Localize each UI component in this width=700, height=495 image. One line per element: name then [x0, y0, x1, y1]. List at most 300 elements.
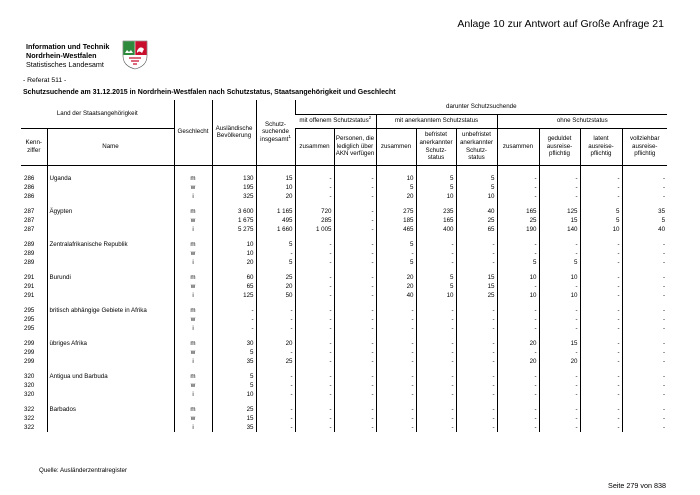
table-row: [21, 348, 667, 357]
value-cell: 5: [256, 240, 295, 249]
table-title: Schutzsuchende am 31.12.2015 in Nordrhein-Westfalen nach Schutzstatus, Staatsangehörigkeit und Geschlecht: [23, 89, 396, 96]
value-cell: 5: [497, 258, 539, 267]
value-cell: -: [334, 315, 376, 324]
header-land: Land der Staatsangehörigkeit: [21, 100, 174, 128]
table-row: [21, 174, 667, 183]
geschlecht-cell: w: [174, 282, 212, 291]
spacer-cell: [21, 165, 47, 174]
value-cell: 10: [539, 291, 580, 300]
value-cell: 10: [497, 273, 539, 282]
value-cell: -: [539, 315, 580, 324]
value-cell: 20: [539, 357, 580, 366]
value-cell: -: [539, 183, 580, 192]
value-cell: -: [334, 216, 376, 225]
value-cell: -: [622, 405, 667, 414]
kennziffer-cell: 299: [24, 348, 35, 356]
value-cell: -: [497, 324, 539, 333]
value-cell: -: [334, 381, 376, 390]
value-cell: -: [334, 372, 376, 381]
kennziffer-cell: 287: [24, 225, 35, 233]
value-cell: -: [376, 306, 416, 315]
value-cell: -: [376, 381, 416, 390]
value-cell: -: [334, 207, 376, 216]
geschlecht-cell: i: [174, 324, 212, 333]
value-cell: 20: [497, 357, 539, 366]
value-cell: -: [295, 357, 334, 366]
table-row: [21, 381, 667, 390]
value-cell: -: [295, 414, 334, 423]
table-row: [21, 282, 667, 291]
geschlecht-cell: i: [174, 357, 212, 366]
value-cell: -: [416, 405, 456, 414]
table-row: [21, 291, 667, 300]
source-note: Quelle: Ausländerzentralregister: [39, 467, 128, 474]
value-cell: -: [295, 315, 334, 324]
value-cell: -: [334, 405, 376, 414]
value-cell: 25: [256, 273, 295, 282]
value-cell: 15: [456, 282, 497, 291]
table-row: [21, 207, 667, 216]
value-cell: -: [539, 390, 580, 399]
value-cell: -: [334, 291, 376, 300]
value-cell: 5: [376, 258, 416, 267]
value-cell: -: [622, 315, 667, 324]
table-row: [21, 357, 667, 366]
table-row: [21, 249, 667, 258]
value-cell: 5 275: [212, 225, 256, 234]
value-cell: -: [416, 339, 456, 348]
country-name-cell: [47, 225, 174, 234]
publisher-line-1: Information und Technik: [26, 42, 110, 51]
value-cell: -: [622, 249, 667, 258]
value-cell: -: [334, 282, 376, 291]
value-cell: -: [295, 339, 334, 348]
value-cell: -: [295, 183, 334, 192]
value-cell: 5: [416, 183, 456, 192]
value-cell: -: [497, 249, 539, 258]
spacer-cell: [416, 165, 456, 174]
value-cell: -: [456, 381, 497, 390]
statistics-table: [21, 100, 667, 432]
table-row: [21, 405, 667, 414]
value-cell: 5: [622, 216, 667, 225]
value-cell: -: [416, 381, 456, 390]
value-cell: 10: [416, 192, 456, 201]
value-cell: 10: [539, 273, 580, 282]
value-cell: -: [539, 414, 580, 423]
value-cell: -: [256, 249, 295, 258]
value-cell: 125: [212, 291, 256, 300]
value-cell: -: [295, 423, 334, 432]
footnote-2: 2: [368, 115, 372, 121]
value-cell: -: [416, 357, 456, 366]
value-cell: 5: [212, 381, 256, 390]
value-cell: -: [539, 324, 580, 333]
table-header: [21, 100, 667, 165]
value-cell: 165: [497, 207, 539, 216]
value-cell: -: [580, 348, 622, 357]
value-cell: 20: [212, 258, 256, 267]
value-cell: -: [539, 381, 580, 390]
value-cell: -: [622, 183, 667, 192]
value-cell: 195: [212, 183, 256, 192]
value-cell: -: [295, 273, 334, 282]
country-name-cell: [47, 423, 174, 432]
header-geschlecht: Geschlecht: [174, 100, 212, 165]
value-cell: 185: [376, 216, 416, 225]
value-cell: 5: [376, 240, 416, 249]
value-cell: -: [416, 306, 456, 315]
value-cell: 325: [212, 192, 256, 201]
value-cell: -: [212, 306, 256, 315]
table-row: [21, 192, 667, 201]
value-cell: -: [416, 249, 456, 258]
value-cell: -: [497, 405, 539, 414]
value-cell: 20: [256, 339, 295, 348]
value-cell: -: [376, 372, 416, 381]
kennziffer-cell: 295: [24, 324, 35, 332]
value-cell: 40: [376, 291, 416, 300]
value-cell: -: [295, 192, 334, 201]
value-cell: 60: [212, 273, 256, 282]
value-cell: -: [334, 414, 376, 423]
header-name: Name: [47, 128, 174, 165]
value-cell: -: [497, 306, 539, 315]
spacer-cell: [334, 165, 376, 174]
spacer-cell: [622, 165, 667, 174]
geschlecht-cell: i: [174, 390, 212, 399]
geschlecht-cell: m: [174, 405, 212, 414]
geschlecht-cell: i: [174, 291, 212, 300]
value-cell: 1 165: [256, 207, 295, 216]
kennziffer-cell: 291: [24, 273, 35, 281]
kennziffer-cell: 289: [24, 240, 35, 248]
table-row: [21, 306, 667, 315]
value-cell: 25: [256, 357, 295, 366]
value-cell: -: [456, 357, 497, 366]
value-cell: -: [456, 348, 497, 357]
value-cell: -: [256, 315, 295, 324]
value-cell: 130: [212, 174, 256, 183]
kennziffer-cell: 286: [24, 183, 35, 191]
value-cell: 25: [497, 216, 539, 225]
country-name-cell: Uganda: [47, 174, 174, 183]
value-cell: -: [256, 414, 295, 423]
table-row: [21, 390, 667, 399]
value-cell: -: [580, 258, 622, 267]
value-cell: -: [256, 405, 295, 414]
value-cell: 5: [539, 258, 580, 267]
value-cell: -: [580, 339, 622, 348]
value-cell: -: [334, 324, 376, 333]
geschlecht-cell: m: [174, 240, 212, 249]
header-kennziffer: Kenn- ziffer: [21, 128, 47, 165]
value-cell: 495: [256, 216, 295, 225]
value-cell: -: [295, 372, 334, 381]
value-cell: -: [334, 306, 376, 315]
value-cell: 15: [256, 174, 295, 183]
value-cell: 25: [456, 291, 497, 300]
value-cell: 140: [539, 225, 580, 234]
value-cell: -: [539, 405, 580, 414]
geschlecht-cell: m: [174, 372, 212, 381]
value-cell: -: [456, 405, 497, 414]
geschlecht-cell: w: [174, 315, 212, 324]
value-cell: 1 005: [295, 225, 334, 234]
value-cell: -: [622, 174, 667, 183]
value-cell: 65: [456, 225, 497, 234]
value-cell: -: [622, 381, 667, 390]
publisher-line-3: Statistisches Landesamt: [26, 60, 104, 69]
value-cell: 20: [376, 282, 416, 291]
value-cell: -: [497, 414, 539, 423]
kennziffer-cell: 286: [24, 174, 35, 182]
geschlecht-cell: m: [174, 207, 212, 216]
value-cell: -: [376, 357, 416, 366]
value-cell: -: [256, 348, 295, 357]
value-cell: -: [580, 174, 622, 183]
value-cell: -: [334, 390, 376, 399]
country-name-cell: Ägypten: [47, 207, 174, 216]
value-cell: -: [256, 372, 295, 381]
country-name-cell: [47, 348, 174, 357]
table-row: [21, 423, 667, 432]
value-cell: -: [456, 414, 497, 423]
value-cell: 5: [416, 273, 456, 282]
country-name-cell: [47, 390, 174, 399]
value-cell: -: [416, 372, 456, 381]
spacer-cell: [47, 165, 174, 174]
value-cell: -: [256, 324, 295, 333]
value-cell: -: [295, 324, 334, 333]
value-cell: 190: [497, 225, 539, 234]
value-cell: -: [580, 273, 622, 282]
value-cell: -: [539, 249, 580, 258]
table-row: [21, 414, 667, 423]
value-cell: -: [580, 423, 622, 432]
value-cell: -: [334, 174, 376, 183]
country-name-cell: [47, 249, 174, 258]
header-schutzsuchende: [256, 100, 295, 165]
value-cell: -: [456, 249, 497, 258]
value-cell: -: [416, 414, 456, 423]
country-name-cell: Zentralafrikanische Republik: [47, 240, 174, 249]
value-cell: -: [295, 249, 334, 258]
value-cell: 20: [256, 282, 295, 291]
value-cell: -: [334, 348, 376, 357]
geschlecht-cell: w: [174, 249, 212, 258]
header-geduldet: geduldet ausreise- pflichtig: [539, 128, 580, 165]
value-cell: -: [497, 372, 539, 381]
geschlecht-cell: i: [174, 192, 212, 201]
value-cell: -: [334, 273, 376, 282]
country-name-cell: übriges Afrika: [47, 339, 174, 348]
value-cell: -: [212, 324, 256, 333]
value-cell: -: [622, 390, 667, 399]
value-cell: 5: [456, 174, 497, 183]
value-cell: 5: [580, 207, 622, 216]
value-cell: -: [580, 357, 622, 366]
value-cell: -: [334, 249, 376, 258]
header-unbefristet: unbefristet anerkannter Schutz- status: [456, 128, 497, 165]
statistics-table-container: [21, 100, 667, 432]
value-cell: -: [622, 348, 667, 357]
kennziffer-cell: 287: [24, 216, 35, 224]
header-zusammen-ohne: zusammen: [497, 128, 539, 165]
value-cell: 3 600: [212, 207, 256, 216]
value-cell: -: [376, 405, 416, 414]
country-name-cell: [47, 357, 174, 366]
value-cell: -: [416, 315, 456, 324]
header-zusammen-anerkannt: zusammen: [376, 128, 416, 165]
country-name-cell: [47, 216, 174, 225]
kennziffer-cell: 320: [24, 372, 35, 380]
value-cell: -: [456, 372, 497, 381]
value-cell: 15: [539, 339, 580, 348]
value-cell: -: [456, 324, 497, 333]
value-cell: -: [580, 249, 622, 258]
value-cell: 125: [539, 207, 580, 216]
spacer-cell: [256, 165, 295, 174]
value-cell: -: [295, 381, 334, 390]
header-darunter: darunter Schutzsuchende: [295, 100, 667, 114]
value-cell: -: [497, 174, 539, 183]
value-cell: -: [295, 306, 334, 315]
page-number: Seite 279 von 838: [608, 481, 666, 490]
value-cell: -: [497, 240, 539, 249]
table-row: [21, 225, 667, 234]
value-cell: -: [622, 357, 667, 366]
header-zusammen-offen: zusammen: [295, 128, 334, 165]
kennziffer-cell: 289: [24, 249, 35, 257]
value-cell: -: [416, 348, 456, 357]
header-bevoelkerung: Ausländische Bevölkerung: [212, 100, 256, 165]
value-cell: 720: [295, 207, 334, 216]
value-cell: -: [416, 423, 456, 432]
kennziffer-cell: 295: [24, 306, 35, 314]
value-cell: 20: [497, 339, 539, 348]
value-cell: -: [295, 282, 334, 291]
value-cell: -: [334, 339, 376, 348]
value-cell: 15: [539, 216, 580, 225]
geschlecht-cell: m: [174, 339, 212, 348]
value-cell: -: [256, 306, 295, 315]
value-cell: -: [416, 390, 456, 399]
value-cell: 5: [212, 372, 256, 381]
header-offen-text: mit offenem Schutzstatus: [299, 117, 369, 125]
value-cell: 165: [416, 216, 456, 225]
value-cell: -: [456, 315, 497, 324]
value-cell: -: [497, 348, 539, 357]
value-cell: -: [212, 315, 256, 324]
kennziffer-cell: 299: [24, 339, 35, 347]
kennziffer-cell: 291: [24, 282, 35, 290]
value-cell: 10: [497, 291, 539, 300]
geschlecht-cell: w: [174, 348, 212, 357]
value-cell: -: [416, 324, 456, 333]
value-cell: -: [622, 339, 667, 348]
value-cell: 40: [456, 207, 497, 216]
value-cell: 1 675: [212, 216, 256, 225]
value-cell: -: [256, 423, 295, 432]
value-cell: 40: [622, 225, 667, 234]
department-label: - Referat 511 -: [23, 77, 67, 84]
table-row: [21, 339, 667, 348]
value-cell: -: [334, 357, 376, 366]
value-cell: -: [497, 390, 539, 399]
geschlecht-cell: m: [174, 174, 212, 183]
country-name-cell: [47, 291, 174, 300]
geschlecht-cell: m: [174, 306, 212, 315]
geschlecht-cell: w: [174, 414, 212, 423]
value-cell: -: [334, 225, 376, 234]
country-name-cell: britisch abhängige Gebiete in Afrika: [47, 306, 174, 315]
value-cell: -: [295, 258, 334, 267]
value-cell: -: [622, 423, 667, 432]
geschlecht-cell: i: [174, 258, 212, 267]
table-body: [21, 165, 667, 432]
value-cell: -: [295, 405, 334, 414]
value-cell: -: [580, 192, 622, 201]
table-row: [21, 273, 667, 282]
value-cell: -: [539, 240, 580, 249]
value-cell: 20: [256, 192, 295, 201]
value-cell: 5: [256, 258, 295, 267]
value-cell: -: [456, 390, 497, 399]
value-cell: 35: [212, 357, 256, 366]
value-cell: 5: [580, 216, 622, 225]
value-cell: -: [539, 372, 580, 381]
value-cell: 465: [376, 225, 416, 234]
spacer-cell: [174, 165, 212, 174]
country-name-cell: [47, 282, 174, 291]
value-cell: 10: [212, 249, 256, 258]
geschlecht-cell: i: [174, 423, 212, 432]
value-cell: -: [376, 414, 416, 423]
value-cell: 275: [376, 207, 416, 216]
spacer-cell: [295, 165, 334, 174]
value-cell: 10: [212, 390, 256, 399]
table-row: [21, 183, 667, 192]
value-cell: 235: [416, 207, 456, 216]
value-cell: -: [622, 258, 667, 267]
value-cell: 5: [416, 174, 456, 183]
value-cell: -: [416, 240, 456, 249]
value-cell: 5: [212, 348, 256, 357]
kennziffer-cell: 286: [24, 192, 35, 200]
publisher-block: [26, 42, 109, 69]
value-cell: -: [580, 324, 622, 333]
publisher-line-2: Nordrhein-Westfalen: [26, 51, 97, 60]
value-cell: -: [334, 240, 376, 249]
table-row: [21, 324, 667, 333]
header-akn: Personen, die lediglich über AKN verfügen: [334, 128, 376, 165]
value-cell: -: [456, 240, 497, 249]
kennziffer-cell: 322: [24, 414, 35, 422]
value-cell: 35: [212, 423, 256, 432]
value-cell: -: [256, 381, 295, 390]
value-cell: -: [539, 348, 580, 357]
value-cell: 10: [456, 192, 497, 201]
value-cell: -: [539, 423, 580, 432]
value-cell: -: [580, 405, 622, 414]
kennziffer-cell: 320: [24, 390, 35, 398]
value-cell: -: [497, 315, 539, 324]
value-cell: -: [295, 174, 334, 183]
value-cell: -: [622, 192, 667, 201]
value-cell: -: [497, 381, 539, 390]
header-latent: latent ausreise- pflichtig: [580, 128, 622, 165]
